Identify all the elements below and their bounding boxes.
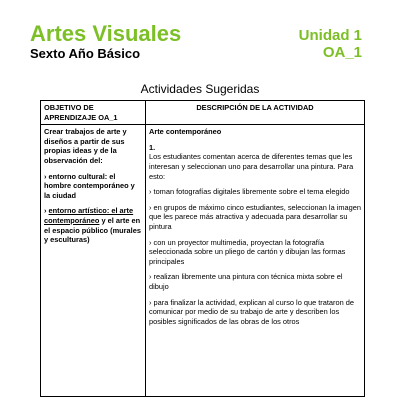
- subject-title: Artes Visuales: [30, 21, 182, 46]
- activity-step: › con un proyector multimedia, proyectan la fotografía seleccionada sobre un pliego de cartón y dibujan las formas principales: [149, 237, 346, 266]
- description-column-header: DESCRIPCIÓN DE LA ACTIVIDAD: [146, 101, 365, 125]
- activity-step: › en grupos de máximo cinco estudiantes, seleccionan la imagen que les parece más atractiva y adecuada para desarrollar su pintura: [149, 202, 361, 231]
- unit-label: Unidad 1: [298, 27, 362, 44]
- table-row: [41, 125, 365, 397]
- activity-number: 1.: [149, 142, 156, 152]
- activity-title: Arte contemporáneo: [149, 127, 222, 137]
- objective-cell: [41, 125, 146, 397]
- activity-step: › toman fotografías digitales libremente sobre el tema elegido: [149, 187, 350, 197]
- activity-step: › realizan libremente una pintura con técnica mixta sobre el dibujo: [149, 272, 343, 291]
- activity-step: › para finalizar la actividad, explican al curso lo que trataron de comunicar por medio de su trabajo de arte y describen los posibles significados de las obras de los otros: [149, 297, 354, 326]
- objective-item: › entorno artístico: el arte contemporáneo y el arte en el espacio público (murales y esculturas): [44, 206, 141, 245]
- activities-table: [40, 100, 365, 397]
- activity-cell: [146, 125, 365, 397]
- table-header-row: [41, 101, 365, 125]
- objective-code: OA_1: [322, 44, 362, 61]
- grade-label: Sexto Año Básico: [30, 46, 141, 61]
- objective-intro: Crear trabajos de arte y diseños a partir de sus propias ideas y de la observación del:: [44, 127, 127, 165]
- objective-column-header: OBJETIVO DE APRENDIZAJE OA_1: [41, 101, 146, 125]
- activity-intro: Los estudiantes comentan acerca de diferentes temas que les interesan y seleccionan uno para desarrollar una pintura. Para esto:: [149, 152, 354, 181]
- section-title: Actividades Sugeridas: [140, 82, 260, 96]
- objective-item: › entorno cultural: el hombre contemporáneo y la ciudad: [44, 171, 135, 200]
